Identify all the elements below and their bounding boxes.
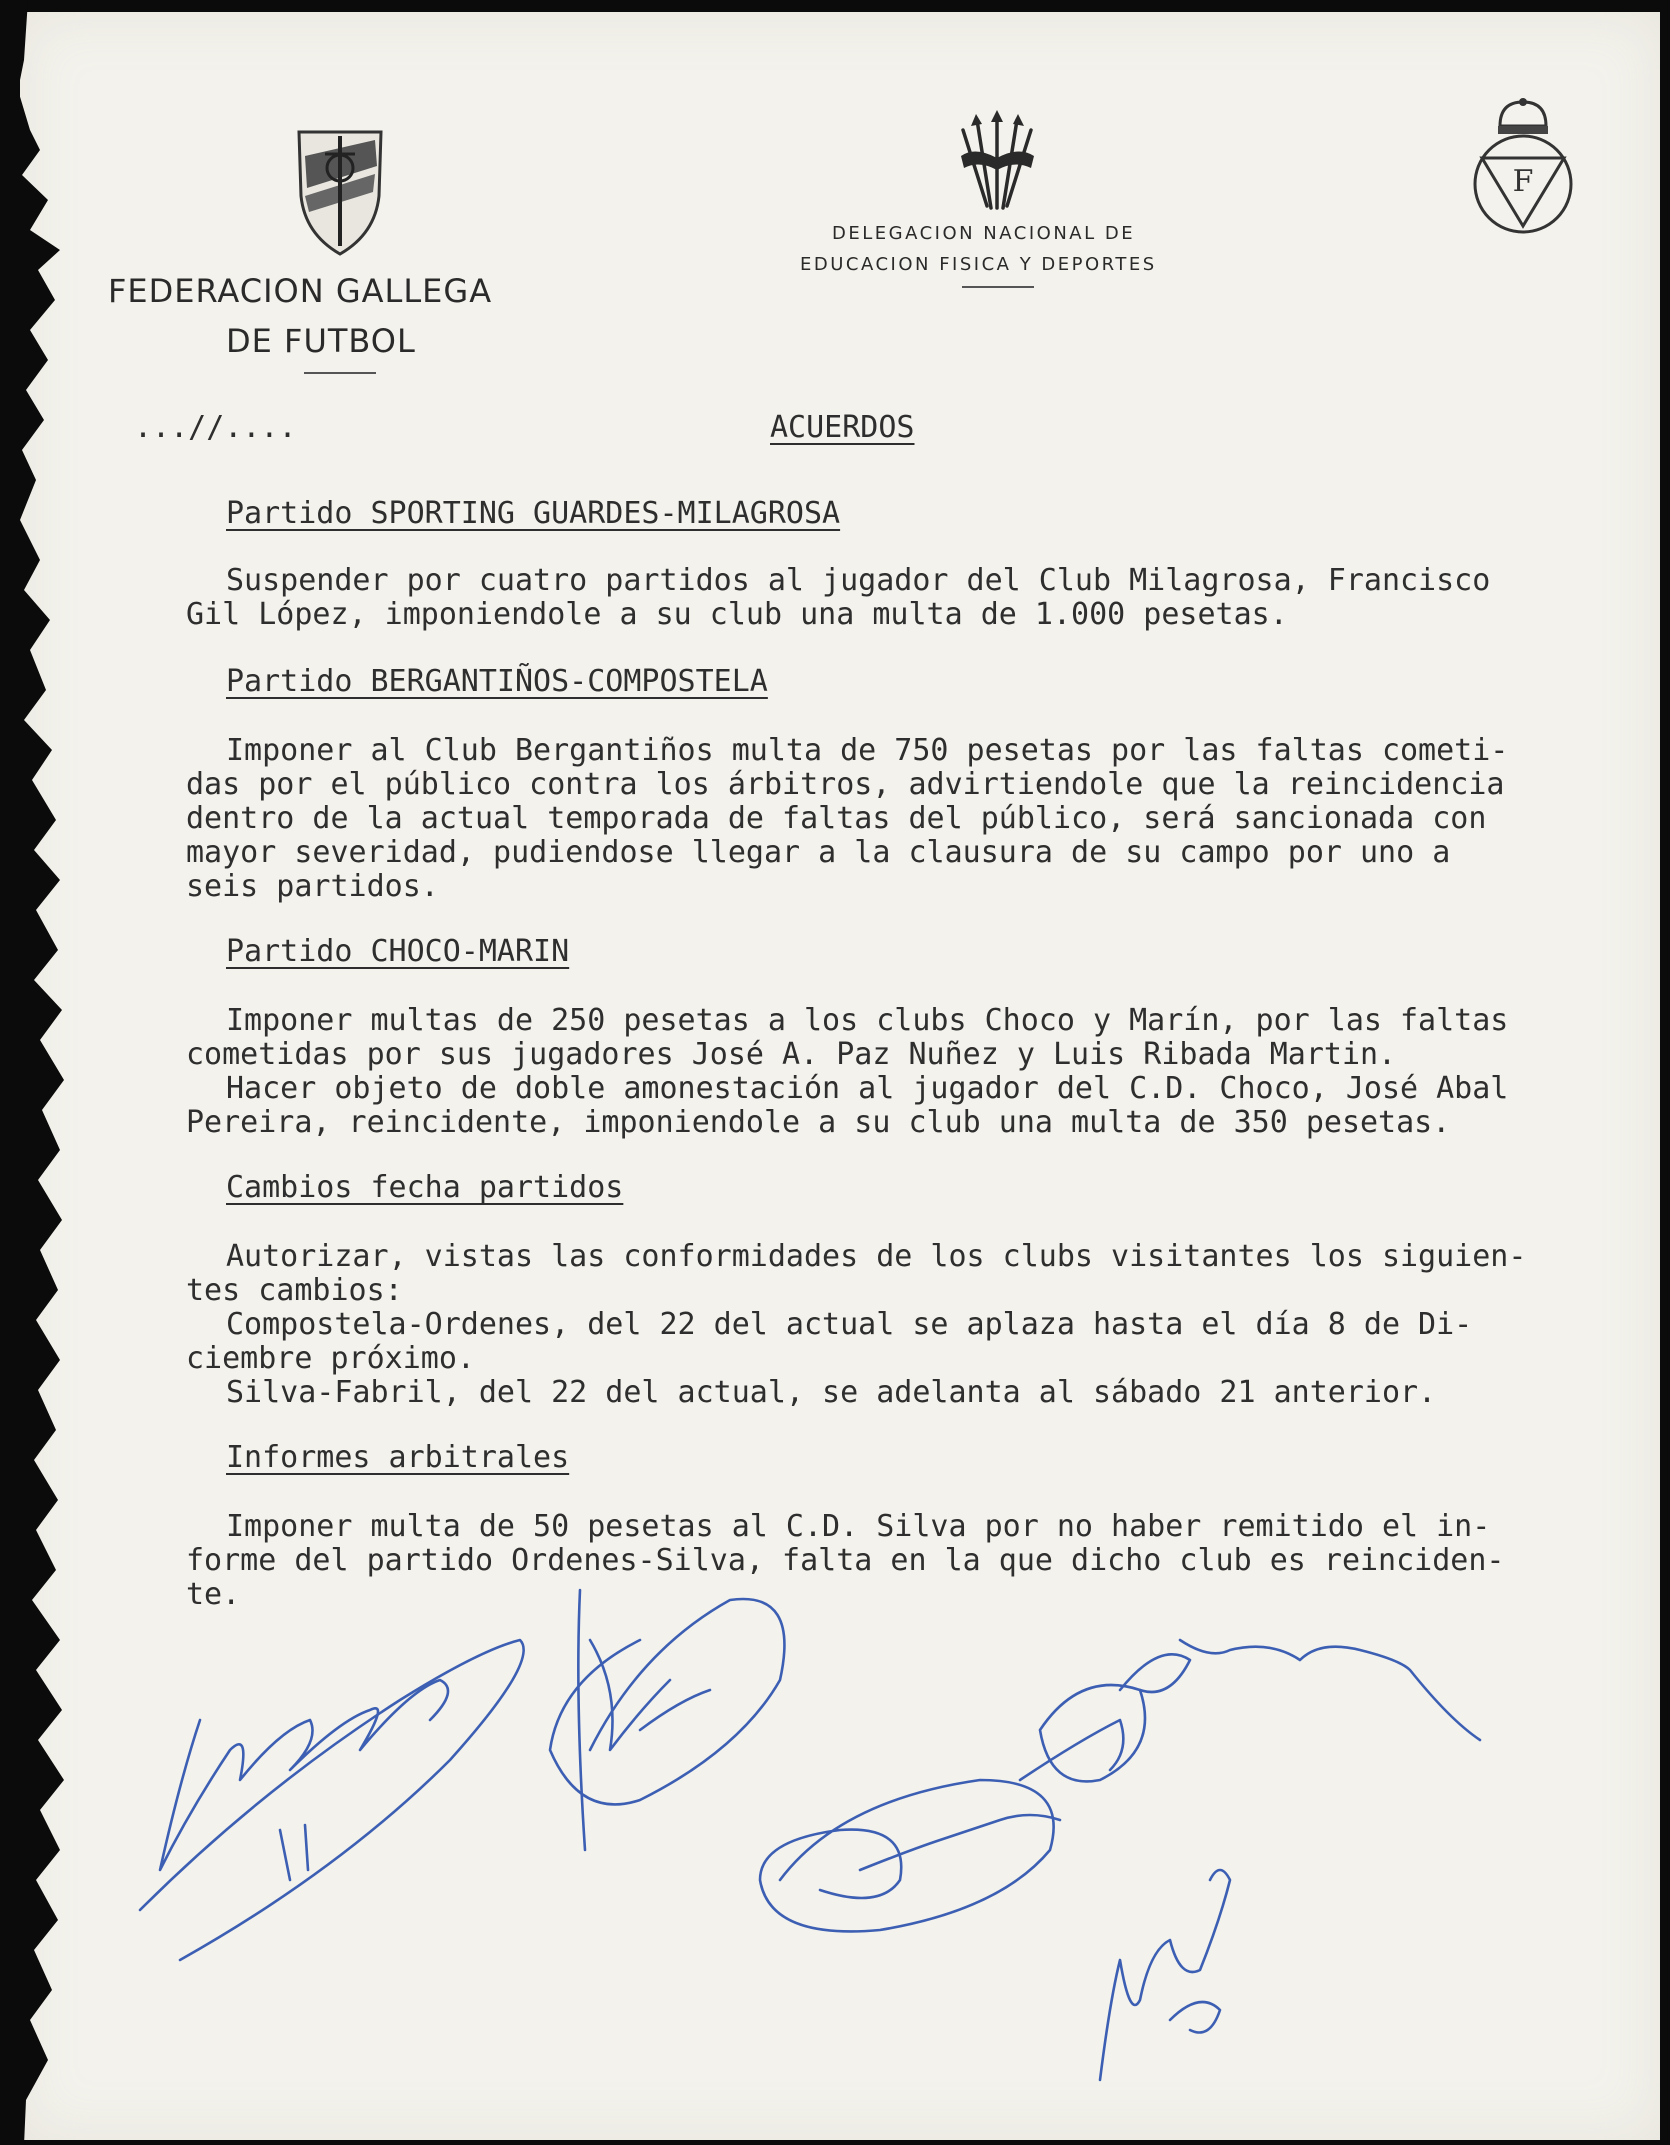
paragraph-line: tes cambios: xyxy=(186,1273,403,1308)
signature-1 xyxy=(140,1640,524,1960)
delegation-name-line-1: DELEGACION NACIONAL DE xyxy=(832,223,1136,244)
paragraph-line: Pereira, reincidente, imponiendole a su club una multa de 350 pesetas. xyxy=(186,1105,1451,1140)
signature-4 xyxy=(1020,1685,1145,1781)
section-heading: Partido BERGANTIÑOS-COMPOSTELA xyxy=(226,664,768,699)
federation-name-line-1: FEDERACION GALLEGA xyxy=(108,272,493,310)
paragraph-line: cometidas por sus jugadores José A. Paz Nuñez y Luis Ribada Martin. xyxy=(186,1037,1397,1072)
paragraph-line: Hacer objeto de doble amonestación al jugador del C.D. Choco, José Abal xyxy=(226,1071,1509,1106)
paragraph-line: Imponer multa de 50 pesetas al C.D. Silva por no haber remitido el in- xyxy=(226,1509,1491,1544)
torn-paper-edge xyxy=(0,0,90,2145)
paragraph-line: Imponer multas de 250 pesetas a los clubs Choco y Marín, por las faltas xyxy=(226,1003,1509,1038)
section-heading: Informes arbitrales xyxy=(226,1440,570,1475)
paragraph-line: ciembre próximo. xyxy=(186,1341,475,1376)
paragraph-line: forme del partido Ordenes-Silva, falta en la que dicho club es reinciden- xyxy=(186,1543,1505,1578)
continuation-mark: ...//.... xyxy=(134,410,297,445)
paragraph-line: dentro de la actual temporada de faltas del público, será sancionada con xyxy=(186,801,1487,836)
paragraph-line: Autorizar, vistas las conformidades de los clubs visitantes los siguien- xyxy=(226,1239,1527,1274)
section-heading: Partido SPORTING GUARDES-MILAGROSA xyxy=(226,496,841,531)
galician-football-federation-shield-icon xyxy=(295,126,385,258)
paragraph-line: te. xyxy=(186,1577,241,1612)
signatures-area xyxy=(120,1580,1600,2100)
paragraph-line: Gil López, imponiendole a su club una multa de 1.000 pesetas. xyxy=(186,597,1288,632)
section-heading: Partido CHOCO-MARIN xyxy=(226,934,570,969)
paragraph-line: mayor severidad, pudiendose llegar a la clausura de su campo por uno a xyxy=(186,835,1451,870)
signature-2 xyxy=(550,1590,784,1850)
yoke-and-arrows-icon xyxy=(955,108,1040,218)
paragraph-line: Suspender por cuatro partidos al jugador del Club Milagrosa, Francisco xyxy=(226,563,1491,598)
delegation-name-line-2: EDUCACION FISICA Y DEPORTES xyxy=(800,254,1157,275)
royal-football-federation-crest-icon xyxy=(1470,96,1576,238)
paragraph-line: Silva-Fabril, del 22 del actual, se adelanta al sábado 21 anterior. xyxy=(226,1375,1437,1410)
federation-name-line-2: DE FUTBOL xyxy=(226,322,416,360)
paragraph-line: Compostela-Ordenes, del 22 del actual se aplaza hasta el día 8 de Di- xyxy=(226,1307,1473,1342)
signature-3 xyxy=(760,1780,1060,1931)
signature-6 xyxy=(1100,1870,1230,2080)
federation-divider xyxy=(304,372,376,374)
paragraph-line: Imponer al Club Bergantiños multa de 750 pesetas por las faltas cometi- xyxy=(226,733,1509,768)
section-heading: Cambios fecha partidos xyxy=(226,1170,624,1205)
svg-text:F: F xyxy=(1512,164,1534,199)
delegation-divider xyxy=(962,286,1034,288)
paragraph-line: seis partidos. xyxy=(186,869,439,904)
signature-5 xyxy=(1120,1640,1480,1740)
paragraph-line: das por el público contra los árbitros, advirtiendole que la reincidencia xyxy=(186,767,1505,802)
document-title: ACUERDOS xyxy=(770,410,915,445)
